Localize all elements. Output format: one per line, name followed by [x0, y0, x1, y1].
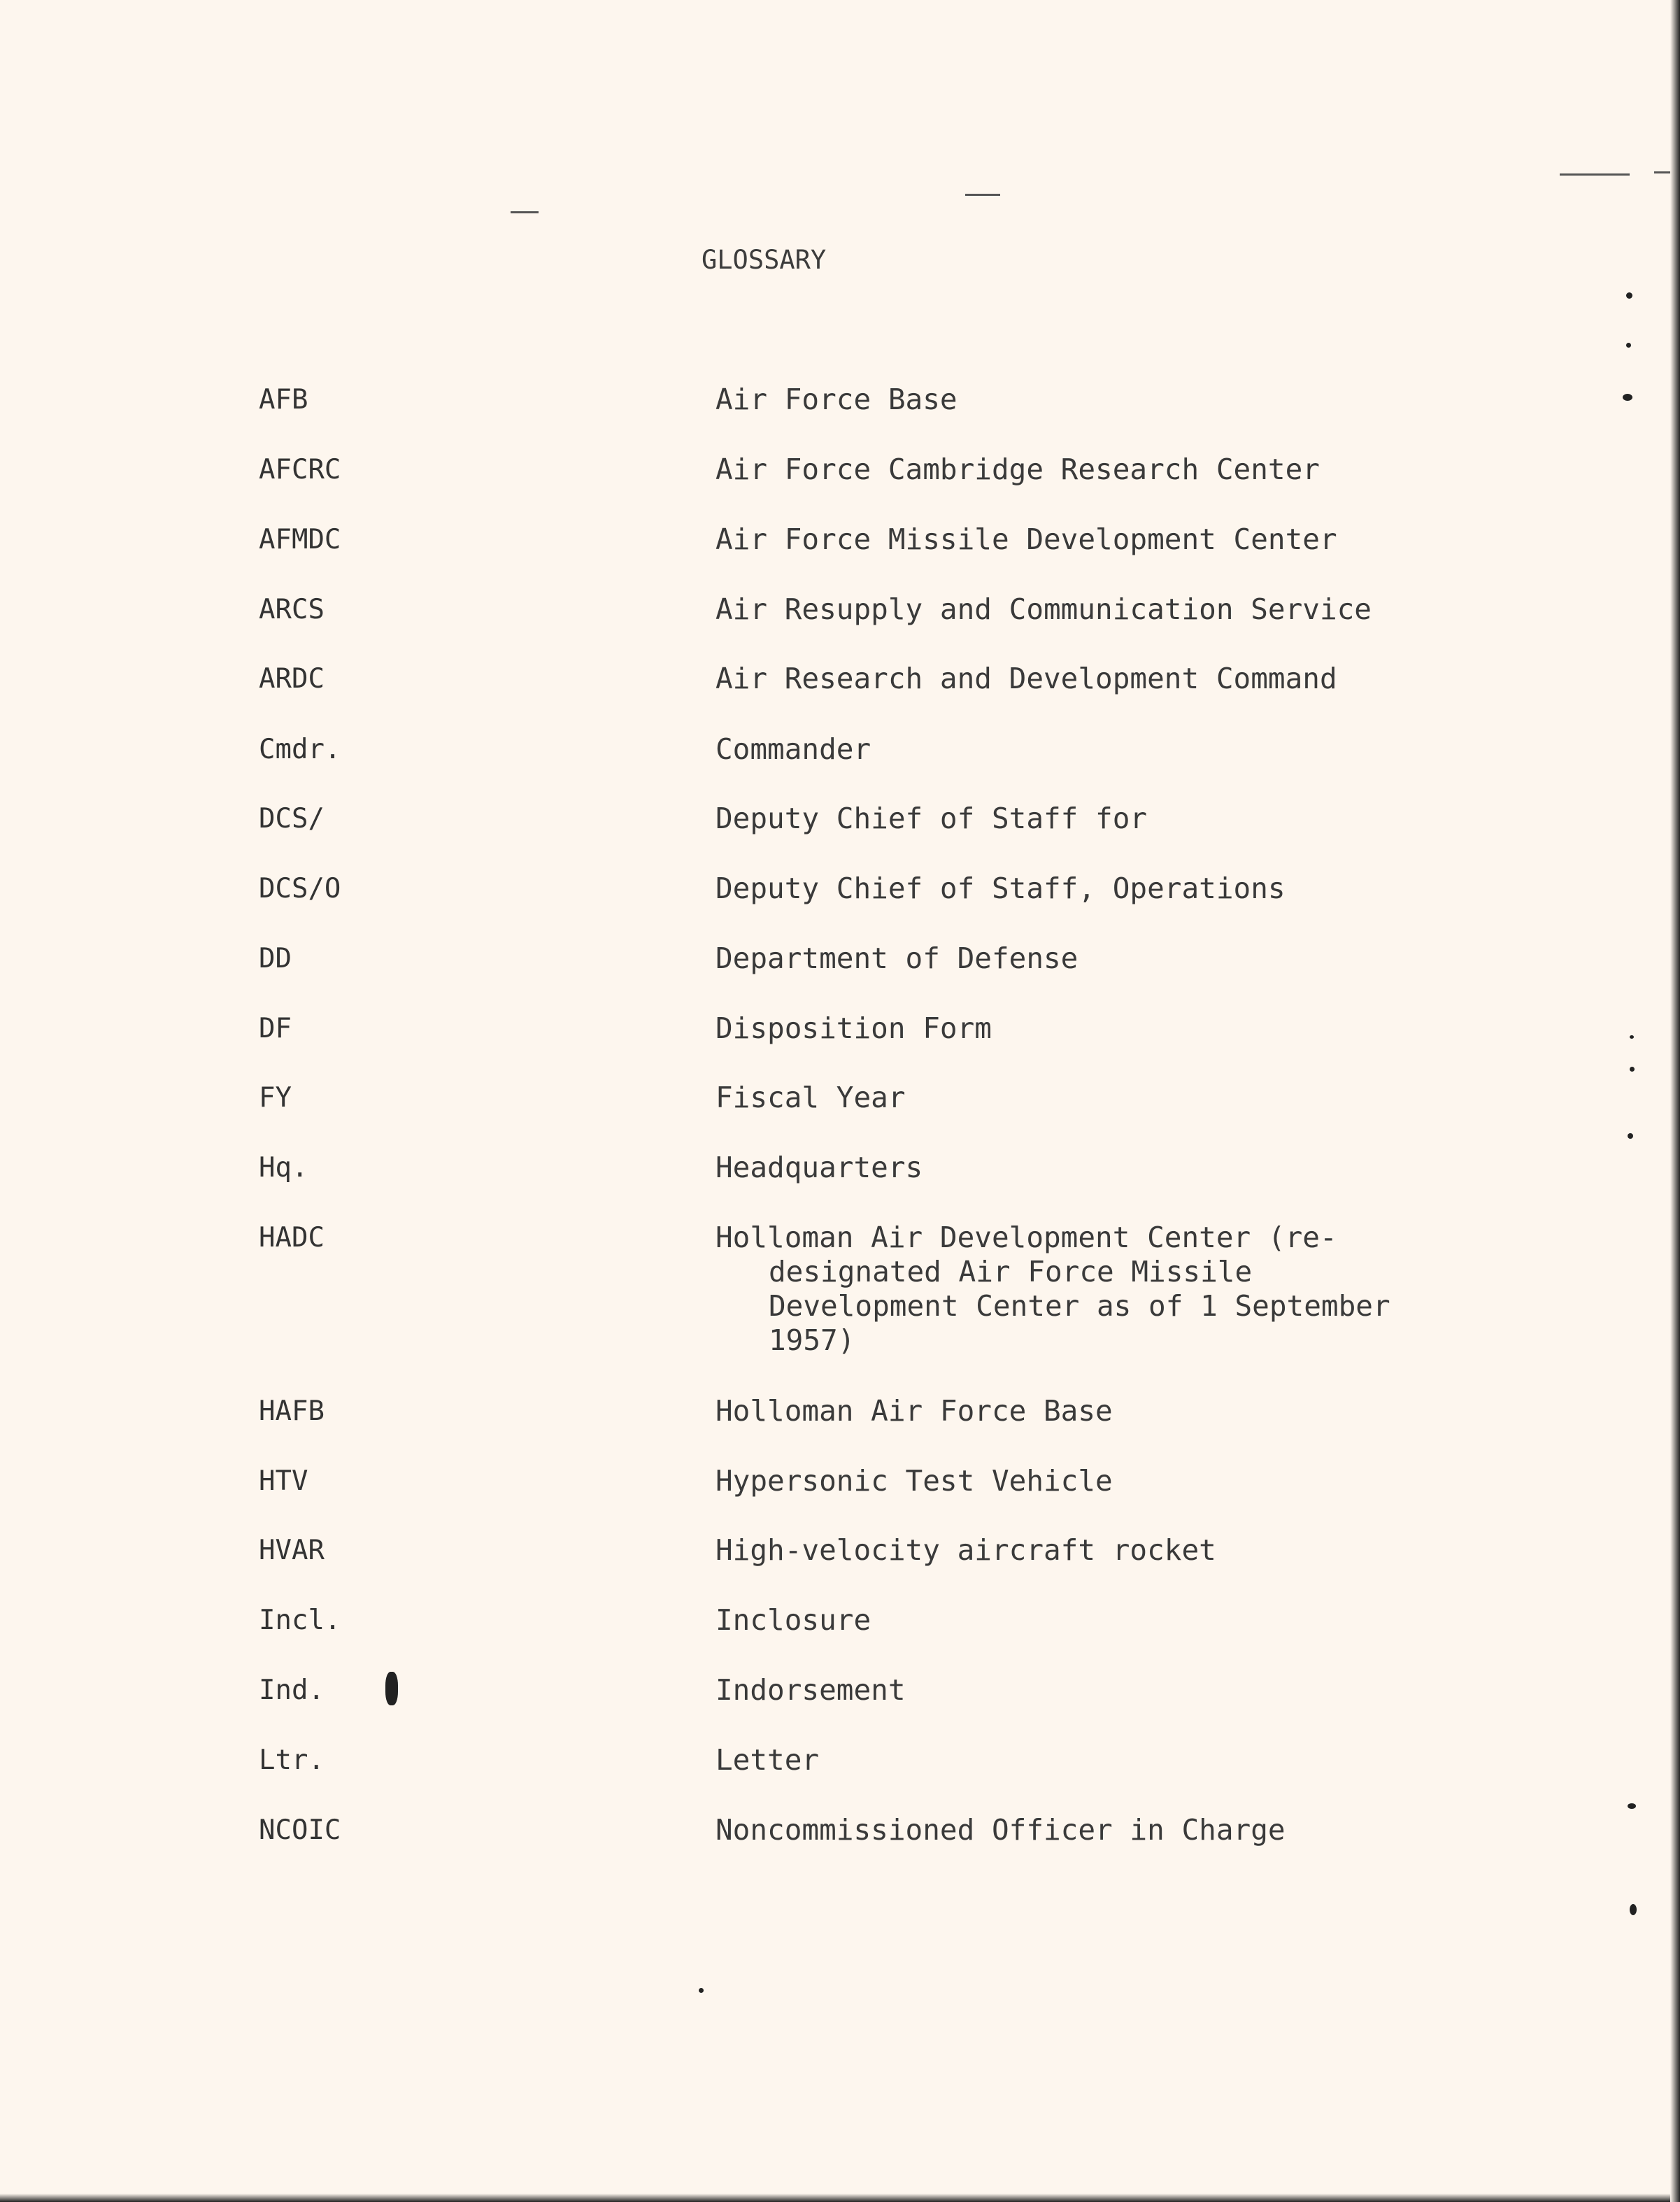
scan-speck	[1626, 343, 1631, 348]
glossary-term: DD	[259, 943, 292, 974]
scan-speck	[699, 1988, 704, 1993]
glossary-term: AFMDC	[259, 524, 341, 555]
definition-line: Air Force Cambridge Research Center	[716, 453, 1320, 486]
definition-line: Air Research and Development Command	[716, 662, 1337, 695]
glossary-definition	[716, 1464, 1436, 1498]
scan-speck	[1630, 1904, 1637, 1915]
definition-line: Letter	[716, 1743, 820, 1777]
glossary-definition	[716, 942, 1436, 976]
scan-mark	[1560, 173, 1630, 176]
glossary-term: NCOIC	[259, 1814, 341, 1846]
glossary-term: DCS/O	[259, 873, 341, 904]
glossary-definition	[716, 1394, 1436, 1428]
glossary-definition	[716, 1673, 1436, 1707]
glossary-definition	[716, 1603, 1436, 1638]
definition-line: Holloman Air Development Center (re-	[716, 1221, 1337, 1254]
glossary-definition	[716, 732, 1436, 767]
glossary-term: HTV	[259, 1465, 308, 1497]
definition-line: High-velocity aircraft rocket	[716, 1533, 1216, 1567]
definition-line: Disposition Form	[716, 1011, 992, 1045]
definition-line: Indorsement	[716, 1673, 906, 1707]
glossary-definition	[716, 1221, 1436, 1358]
glossary-term: DF	[259, 1013, 292, 1044]
scan-speck	[1628, 1133, 1633, 1139]
glossary-definition	[716, 1533, 1436, 1568]
glossary-definition	[716, 453, 1436, 487]
scan-mark	[1654, 171, 1675, 173]
glossary-definition	[716, 872, 1436, 906]
glossary-definition	[716, 383, 1436, 417]
scan-speck	[1630, 1035, 1634, 1039]
glossary-definition	[716, 523, 1436, 557]
definition-line: Holloman Air Force Base	[716, 1394, 1113, 1428]
glossary-term: AFB	[259, 384, 308, 415]
glossary-definition	[716, 1743, 1436, 1777]
glossary-term: HAFB	[259, 1395, 325, 1427]
glossary-definition	[716, 1813, 1436, 1847]
glossary-term: ARDC	[259, 663, 325, 695]
glossary-term: AFCRC	[259, 454, 341, 485]
definition-line: Deputy Chief of Staff, Operations	[716, 872, 1286, 905]
glossary-definition	[716, 1081, 1436, 1115]
definition-line: Deputy Chief of Staff for	[716, 802, 1148, 835]
definition-line: Air Force Base	[716, 383, 958, 416]
definition-line: 1957)	[769, 1323, 855, 1357]
glossary-definition	[716, 1151, 1436, 1185]
ink-blot	[385, 1672, 398, 1705]
scan-speck	[1626, 292, 1632, 299]
glossary-term: Hq.	[259, 1152, 308, 1184]
definition-line: designated Air Force Missile	[769, 1255, 1253, 1288]
glossary-definition	[716, 1011, 1436, 1046]
definition-line: Headquarters	[716, 1151, 923, 1184]
glossary-term: Incl.	[259, 1605, 341, 1636]
glossary-term: FY	[259, 1082, 292, 1114]
glossary-term: Cmdr.	[259, 734, 341, 765]
definition-line: Department of Defense	[716, 942, 1079, 975]
glossary-definition	[716, 592, 1436, 627]
page-title: GLOSSARY	[702, 245, 827, 275]
glossary-term: HADC	[259, 1222, 325, 1253]
definition-line: Development Center as of 1 September	[769, 1289, 1390, 1323]
glossary-definition	[716, 802, 1436, 836]
glossary-term: DCS/	[259, 803, 325, 834]
scan-mark	[511, 211, 539, 213]
glossary-term: ARCS	[259, 594, 325, 625]
definition-line: Commander	[716, 732, 871, 766]
definition-line: Fiscal Year	[716, 1081, 906, 1114]
scan-speck	[1630, 1067, 1635, 1072]
glossary-term: Ind.	[259, 1675, 325, 1706]
scan-speck	[1628, 1803, 1636, 1809]
definition-line: Air Force Missile Development Center	[716, 523, 1337, 556]
definition-line: Inclosure	[716, 1603, 871, 1637]
definition-line: Noncommissioned Officer in Charge	[716, 1813, 1286, 1847]
definition-line: Hypersonic Test Vehicle	[716, 1464, 1113, 1498]
glossary-definition	[716, 662, 1436, 696]
glossary-term: HVAR	[259, 1535, 325, 1566]
definition-line: Air Resupply and Communication Service	[716, 592, 1372, 626]
scan-speck	[1623, 394, 1632, 401]
scan-mark	[965, 194, 1000, 196]
glossary-term: Ltr.	[259, 1745, 325, 1776]
